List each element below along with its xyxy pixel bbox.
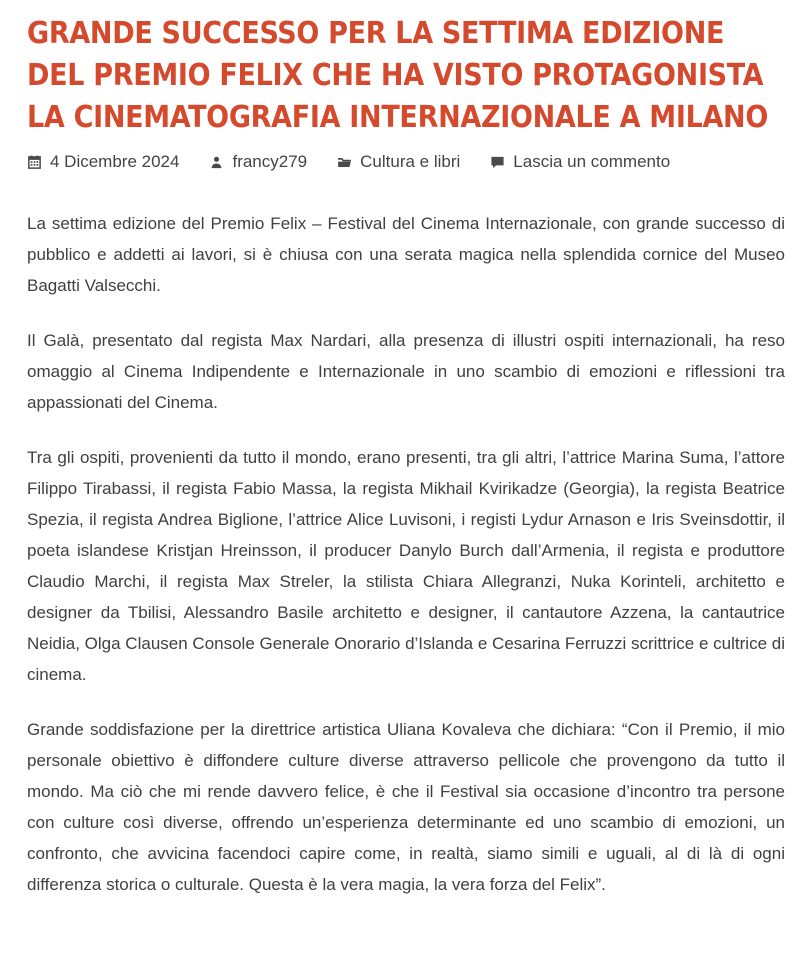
post-category-link[interactable] [337,152,460,172]
post-date-link[interactable] [27,152,179,172]
post-meta [27,152,785,172]
comment-icon [490,155,505,170]
user-icon [209,155,224,170]
post-title: GRANDE SUCCESSO PER LA SETTIMA EDIZIONE DEL PREMIO FELIX CHE HA VISTO PROTAGONISTA LA CINEMATOGRAFIA INTERNAZIONALE A MILANO [27,16,768,135]
article-paragraph: Tra gli ospiti, provenienti da tutto il mondo, erano presenti, tra gli altri, l’attrice Marina Suma, l’attore Filippo Tirabassi, il regista Fabio Massa, la regista Mikhail Kvirikadze (Georgia), la regista Beatrice Spezia, il regista Andrea Biglione, l’attrice Alice Luvisoni, i registi Lydur Arnason e Iris Sveinsdottir, il poeta islandese Kristjan Hreinsson, il producer Danylo Burch dall’Armenia, il regista e produttore Claudio Marchi, il regista Max Streler, la stilista Chiara Allegranzi, Nuka Korinteli, architetto e designer da Tbilisi, Alessandro Basile architetto e designer, il cantautore Azzena, la cantautrice Neidia, Olga Clausen Console Generale Onorario d’Islanda e Cesarina Ferruzzi scrittrice e cultrice di cinema. [27,448,785,684]
post-author-label: francy279 [232,152,308,171]
article-paragraph: Il Galà, presentato dal regista Max Nardari, alla presenza di illustri ospiti internazionali, ha reso omaggio al Cinema Indipendente e Internazionale in uno scambio di emozioni e riflessioni tra appassionati del Cinema. [27,331,785,412]
post-comments-link[interactable] [490,152,670,172]
post-author-link[interactable] [209,152,307,172]
post-category-label: Cultura e libri [360,152,461,171]
article-paragraph: Grande soddisfazione per la direttrice artistica Uliana Kovaleva che dichiara: “Con il Premio, il mio personale obiettivo è diffondere culture diverse attraverso pellicole che provengono da tutto il mondo. Ma ciò che mi rende davvero felice, è che il Festival sia occasione d’incontro tra persone con culture così diverse, offrendo un’esperienza determinante ed uno scambio di emozioni, un confronto, che avvicina facendoci capire come, in realtà, siamo simili e uguali, al di là di ogni differenza storica o culturale. Questa è la vera magia, la vera forza del Felix”. [27,720,785,894]
post-comments-label: Lascia un commento [513,152,671,171]
article-body [27,208,785,900]
article-paragraph: La settima edizione del Premio Felix – Festival del Cinema Internazionale, con grande successo di pubblico e addetti ai lavori, si è chiusa con una serata magica nella splendida cornice del Museo Bagatti Valsecchi. [27,214,785,295]
calendar-icon [27,155,42,170]
post-date-label: 4 Dicembre 2024 [50,152,180,171]
folder-icon [337,155,352,170]
